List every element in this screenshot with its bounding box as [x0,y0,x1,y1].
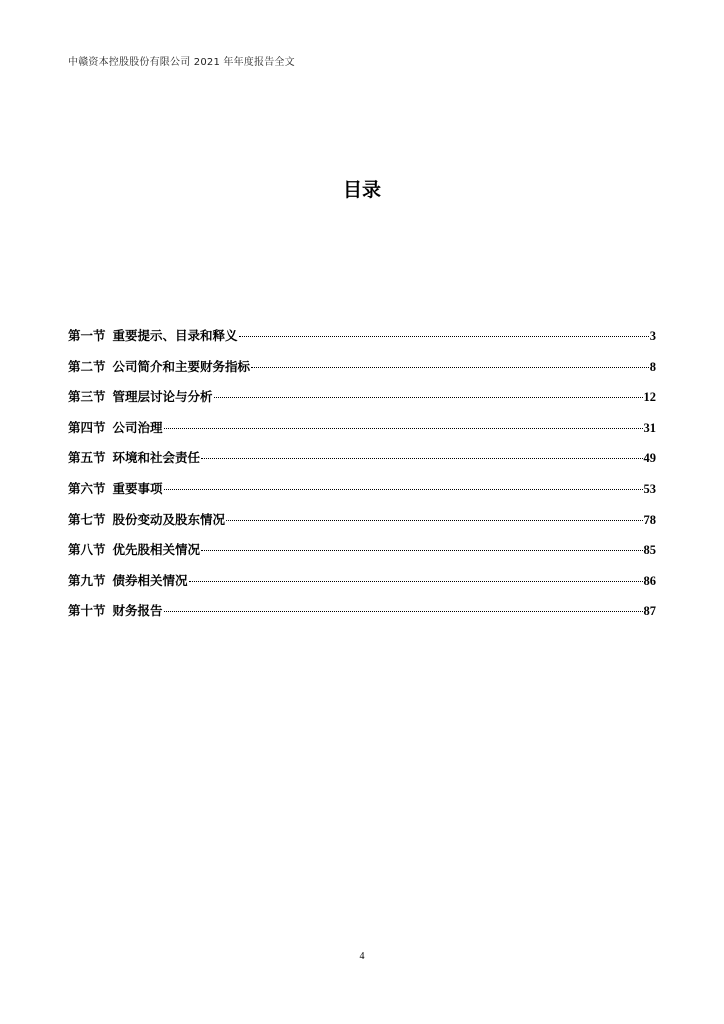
toc-page-number: 53 [643,481,656,496]
toc-page-number: 8 [649,359,656,374]
toc-section-title: 重要提示、目录和释义 [112,328,238,343]
toc-section-number: 第六节 [68,480,106,496]
toc-section-title: 管理层讨论与分析 [112,389,213,405]
toc-page-number: 78 [643,512,656,527]
toc-entry[interactable] [68,571,656,602]
toc-section-number: 第五节 [68,450,106,466]
toc-page-number: 49 [643,451,656,466]
toc-entry[interactable] [68,326,656,357]
toc-section-title: 债券相关情况 [112,572,188,588]
toc-dot-leader [201,550,642,551]
toc-entry[interactable] [68,387,656,418]
toc-entry[interactable] [68,479,656,510]
toc-dot-leader [226,520,642,521]
toc-dot-leader [214,397,643,398]
toc-entry[interactable] [68,357,656,388]
toc-entry[interactable] [68,418,656,449]
toc-section-title: 股份变动及股东情况 [112,511,226,527]
toc-section-number: 第七节 [68,511,106,527]
toc-section-number: 第二节 [68,358,106,374]
toc-dot-leader [164,428,643,429]
toc-entry[interactable] [68,540,656,571]
toc-dot-leader [164,489,643,490]
toc-page-number: 87 [643,604,656,619]
toc-section-number: 第四节 [68,419,106,435]
running-header: 中赣资本控股股份有限公司 2021 年年度报告全文 [68,57,295,68]
toc-section-title: 公司治理 [112,419,163,435]
toc-dot-leader [251,367,649,368]
toc-section-number: 第一节 [68,328,106,343]
page-title: 目录 [342,179,381,201]
toc-section-number: 第三节 [68,389,106,405]
table-of-contents [68,326,656,632]
toc-entry[interactable] [68,510,656,541]
toc-dot-leader [189,581,643,582]
toc-section-title: 环境和社会责任 [112,450,201,466]
toc-dot-leader [201,458,642,459]
toc-page-number: 12 [643,390,656,405]
toc-page-number: 86 [643,573,656,588]
toc-section-title: 财务报告 [112,603,163,619]
toc-page-number: 85 [643,543,656,558]
toc-section-title: 公司简介和主要财务指标 [112,358,251,374]
toc-section-title: 优先股相关情况 [112,542,201,558]
toc-section-title: 重要事项 [112,480,163,496]
toc-dot-leader [239,336,649,337]
page-number: 4 [359,951,365,962]
toc-entry[interactable] [68,448,656,479]
toc-page-number: 3 [649,329,656,343]
toc-section-number: 第九节 [68,572,106,588]
toc-page-number: 31 [643,420,656,435]
toc-entry[interactable] [68,601,656,632]
toc-section-number: 第八节 [68,542,106,558]
toc-dot-leader [164,611,643,612]
toc-section-number: 第十节 [68,603,106,619]
